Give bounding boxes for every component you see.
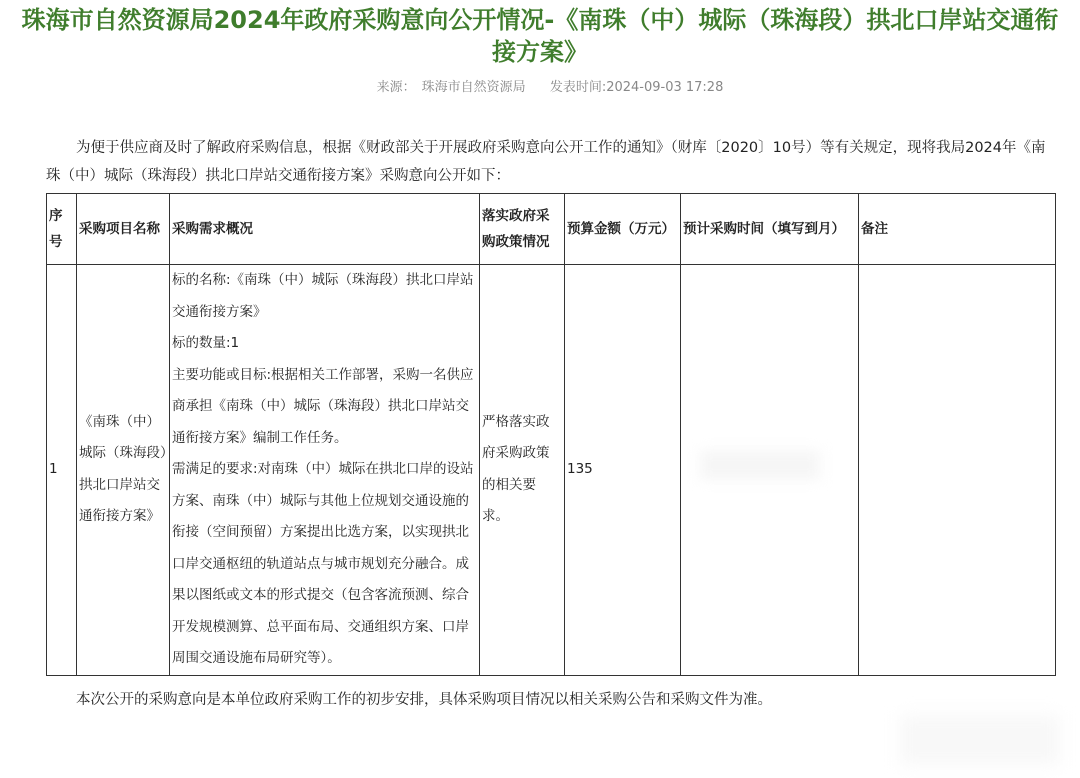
source-value: 珠海市自然资源局 (421, 80, 526, 95)
page-title: 珠海市自然资源局2024年政府采购意向公开情况-《南珠（中）城际（珠海段）拱北口岸站交通衔接方案》 (21, 6, 1059, 66)
table-header-row (47, 194, 1056, 265)
procurement-table (46, 193, 1056, 676)
table-row (47, 265, 1056, 676)
intro-paragraph: 为便于供应商及时了解政府采购信息，根据《财政部关于开展政府采购意向公开工作的通知》（财库〔2020〕10号）等有关规定，现将我局2024年《南珠（中）城际（珠海段）拱北口岸站交通衔接方案》采购意向公开如下： (46, 140, 1046, 184)
requirement-must-meet: 需满足的要求:对南珠（中）城际在拱北口岸的设站方案、南珠（中）城际与其他上位规划交通设施的衔接（空间预留）方案提出比选方案，以实现拱北口岸交通枢纽的轨道站点与城市规划充分融合。成果以图纸或文本的形式提交（包含客流预测、综合开发规模测算、总平面布局、交通组织方案、口岸周围交通设施布局研究等）。 (172, 461, 474, 666)
cell-no: 1 (47, 265, 77, 676)
header-name: 采购项目名称 (77, 194, 170, 265)
cell-budget: 135 (565, 265, 681, 676)
source-label: 来源： (376, 80, 416, 95)
requirement-target-name: 标的名称:《南珠（中）城际（珠海段）拱北口岸站交通衔接方案》 (172, 272, 474, 320)
cell-name: 《南珠（中）城际（珠海段）拱北口岸站交通衔接方案》 (77, 265, 170, 676)
publish-info (550, 80, 724, 95)
header-no: 序号 (47, 194, 77, 265)
article-meta (0, 78, 1080, 98)
cell-note (859, 265, 1056, 676)
header-requirement: 采购需求概况 (170, 194, 480, 265)
cell-policy: 严格落实政府采购政策的相关要求。 (480, 265, 565, 676)
requirement-function: 主要功能或目标:根据相关工作部署，采购一名供应商承担《南珠（中）城际（珠海段）拱北口岸站交通衔接方案》编制工作任务。 (172, 366, 474, 446)
published-label: 发表时间: (549, 80, 607, 95)
requirement-quantity: 标的数量:1 (172, 335, 240, 351)
published-value: 2024-09-03 17:28 (606, 80, 724, 95)
cell-requirement (170, 265, 480, 676)
blurred-watermark (700, 450, 820, 480)
header-policy: 落实政府采购政策情况 (480, 194, 565, 265)
header-time: 预计采购时间（填写到月） (681, 194, 859, 265)
source-info (377, 80, 526, 95)
header-budget: 预算金额（万元） (565, 194, 681, 265)
header-note: 备注 (859, 194, 1056, 265)
blurred-watermark-corner (900, 715, 1060, 765)
footer-note: 本次公开的采购意向是本单位政府采购工作的初步安排，具体采购项目情况以相关采购公告和采购文件为准。 (76, 692, 772, 708)
